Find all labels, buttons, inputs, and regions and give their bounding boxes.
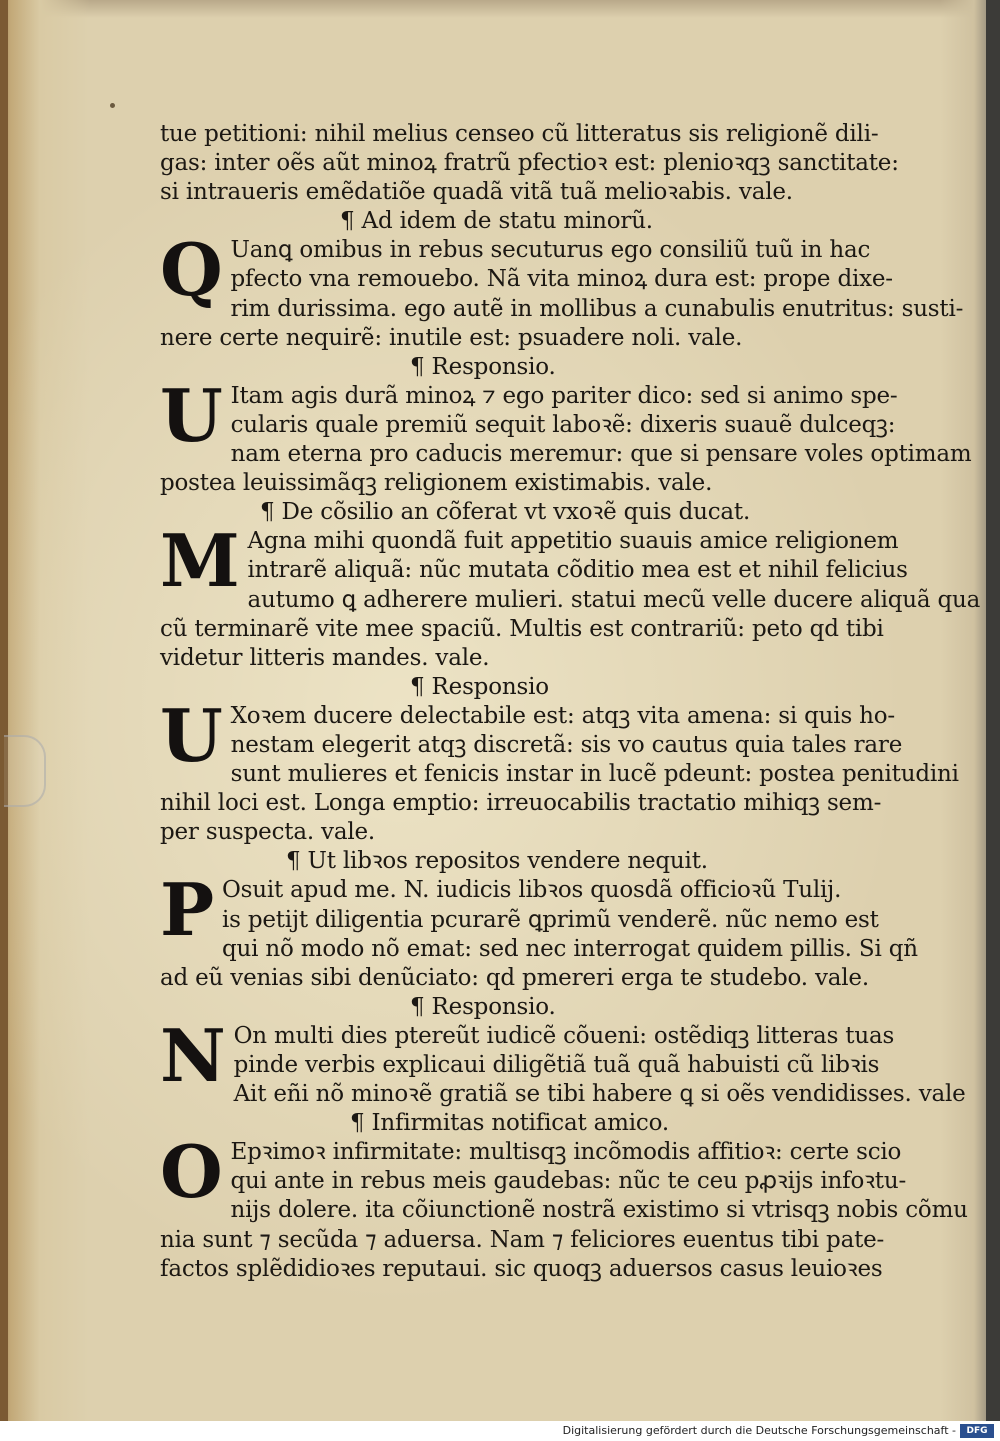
- letter-text: [160, 120, 981, 1284]
- text-line: On multi dies ptereũt iudicẽ cõueni: ostẽdiqꝫ litteras tuas: [233, 1022, 895, 1049]
- ink-spot: [110, 103, 115, 108]
- drop-initial: Q: [160, 227, 223, 313]
- text-line: is petijt diligentia pcurarẽ ꝗprimũ venderẽ. nũc nemo est: [221, 906, 879, 933]
- text-line: cularis quale premiũ sequit laboꝛẽ: dixeris suauẽ dulceqꝫ:: [230, 411, 896, 438]
- text-line: Ait eñi nõ minoꝛẽ gratiã se tibi habere ꝗ si oẽs vendidisses. vale: [233, 1081, 966, 1108]
- text-line: nam eterna pro caducis meremur: que si pensare voles optimam: [230, 441, 972, 468]
- drop-initial: U: [160, 372, 223, 458]
- funding-note: Digitalisierung gefördert durch die Deutsche Forschungsgemeinschaft -: [562, 1424, 956, 1437]
- drop-initial: P: [160, 867, 214, 953]
- dfg-logo: DFG: [960, 1424, 994, 1438]
- text-line: nia sunt ⁊ secũda ⁊ aduersa. Nam ⁊ feliciores euentus tibi pate-: [160, 1226, 885, 1253]
- text-line: tue petitioni: nihil melius censeo cũ litteratus sis religionẽ dili-: [160, 121, 879, 147]
- text-line: pfecto vna remouebo. Nã vita minoꝝ dura est: prope dixe-: [230, 266, 893, 293]
- text-line: Uanꝗ omibus in rebus secuturus ego consiliũ tuũ in hac: [230, 237, 871, 264]
- text-line: ad eũ venias sibi denũciato: qd pmereri erga te studebo. vale.: [160, 964, 869, 991]
- text-line: nestam elegerit atqꝫ discretã: sis vo cautus quia tales rare: [230, 731, 903, 758]
- cover-board-edge: [986, 0, 1000, 1421]
- section-heading: ¶ Responsio: [410, 673, 549, 700]
- text-line: autumo ꝗ adherere mulieri. statui mecũ velle ducere aliquã qua: [247, 586, 981, 613]
- text-line: intrarẽ aliquã: nũc mutata cõditio mea est et nihil felicius: [247, 557, 908, 584]
- page-clip: [4, 735, 46, 807]
- drop-initial: M: [160, 518, 240, 604]
- section-heading: ¶ Ut libꝛos repositos vendere nequit.: [286, 848, 708, 875]
- text-line: videtur litteris mandes. vale.: [160, 644, 490, 671]
- text-line: Itam agis durã minoꝝ ⁊ ego pariter dico: sed si animo spe-: [230, 382, 898, 409]
- section-heading: ¶ Responsio.: [410, 353, 556, 380]
- text-line: Agna mihi quondã fuit appetitio suauis amice religionem: [247, 528, 899, 555]
- section-heading: ¶ Infirmitas notificat amico.: [350, 1110, 669, 1137]
- text-line: Xoꝛem ducere delectabile est: atqꝫ vita amena: si quis ho-: [230, 702, 895, 729]
- text-line: nihil loci est. Longa emptio: irreuocabilis tractatio mihiqꝫ sem-: [160, 790, 882, 817]
- text-line: pinde verbis explicaui diligẽtiã tuã quã habuisti cũ libꝛis: [233, 1052, 880, 1078]
- text-line: si intraueris emẽdatiõe quadã vitã tuã melioꝛabis. vale.: [160, 179, 793, 206]
- text-line: Osuit apud me. N. iudicis libꝛos quosdã officioꝛũ Tulij.: [221, 877, 842, 904]
- text-line: nijs dolere. ita cõiunctionẽ nostrã existimo si vtrisqꝫ nobis cõmu: [230, 1197, 968, 1224]
- funding-footer: [0, 1421, 1000, 1441]
- text-line: nere certe nequirẽ: inutile est: psuadere noli. vale.: [160, 324, 743, 351]
- text-line: cũ terminarẽ vite mee spaciũ. Multis est contrariũ: peto qd tibi: [160, 615, 884, 642]
- text-line: rim durissima. ego autẽ in mollibus a cunabulis enutritus: susti-: [230, 295, 964, 322]
- text-line: qui ante in rebus meis gaudebas: nũc te ceu pꝓꝛijs infoꝛtu-: [230, 1168, 907, 1195]
- text-line: per suspecta. vale.: [160, 819, 376, 846]
- section-heading: ¶ De cõsilio an cõferat vt vxoꝛẽ quis ducat.: [260, 499, 751, 526]
- drop-initial: O: [160, 1129, 223, 1215]
- text-line: sunt mulieres et fenicis instar in lucẽ pdeunt: postea penitudini: [230, 761, 959, 788]
- text-line: Epꝛimoꝛ infirmitate: multisqꝫ incõmodis affitioꝛ: certe scio: [230, 1139, 902, 1166]
- text-line: qui nõ modo nõ emat: sed nec interrogat quidem pillis. Si qñ: [221, 935, 918, 962]
- text-line: postea leuissimãqꝫ religionem existimabis. vale.: [160, 470, 713, 497]
- binding-edge: [0, 0, 8, 1421]
- text-line: factos splẽdidioꝛes reputaui. sic quoqꝫ aduersos casus leuioꝛes: [160, 1255, 883, 1282]
- section-heading: ¶ Ad idem de statu minorũ.: [340, 208, 653, 235]
- text-line: gas: inter oẽs aũt minoꝝ fratrũ pfectioꝛ est: plenioꝛqꝫ sanctitate:: [160, 150, 899, 177]
- drop-initial: U: [160, 692, 223, 778]
- drop-initial: N: [160, 1012, 226, 1098]
- section-heading: ¶ Responsio.: [410, 993, 556, 1020]
